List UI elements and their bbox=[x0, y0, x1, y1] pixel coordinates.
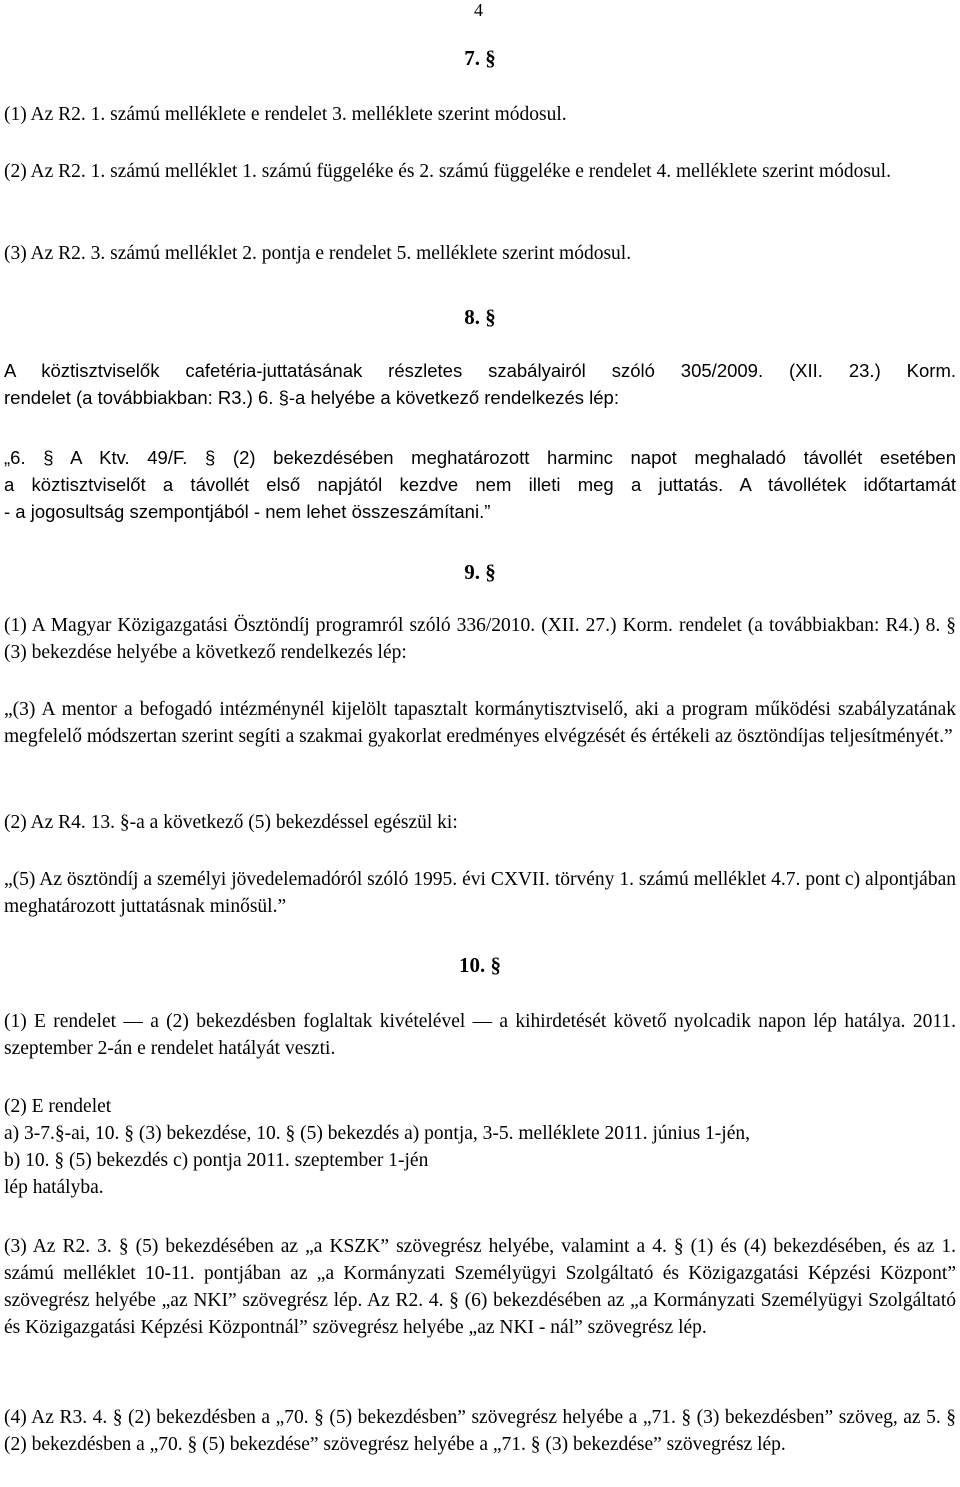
section-8-intro-line-2: rendelet (a továbbiakban: R3.) 6. §-a helyébe a következő rendelkezés lép: bbox=[4, 387, 619, 408]
section-10-paragraph-1: (1) E rendelet — a (2) bekezdésben foglaltak kivételével — a kihirdetését követő nyolcadik napon lép hatálya. 2011. szeptember 2-án e rendelet hatályát veszti. bbox=[4, 1011, 956, 1059]
section-9-paragraph-2: (2) Az R4. 13. §-a a következő (5) bekezdéssel egészül ki: bbox=[4, 812, 458, 833]
section-9-quote-1: „(3) A mentor a befogadó intézménynél kijelölt tapasztalt kormánytisztviselő, aki a program működési szabályzatának megfelelő módszertan szerint segíti a szakmai gyakorlat eredményes elvégzését és értékeli az ösztöndíjas teljesítményét.” bbox=[4, 699, 956, 747]
section-8-intro bbox=[4, 357, 956, 411]
section-10-paragraph-3: (3) Az R2. 3. § (5) bekezdésében az „a KSZK” szövegrész helyébe, valamint a 4. § (1) és (4) bekezdésében, és az 1. számú melléklet 10-11. pontjában az „a Kormányzati Személyügyi Szolgáltató és Közigazgatási Képzési Központ” szövegrész helyébe „az NKI” szövegrész lép. Az R2. 4. § (6) bekezdésében az „a Kormányzati Személyügyi Szolgáltató és Közigazgatási Képzési Központnál” szövegrész helyébe „az NKI - nál” szövegrész lép. bbox=[4, 1236, 956, 1338]
section-10-paragraph-2 bbox=[4, 1093, 956, 1201]
section-10-paragraph-2-line-2: a) 3-7.§-ai, 10. § (3) bekezdése, 10. § (5) bekezdés a) pontja, 3-5. melléklete 2011. június 1-jén, bbox=[4, 1123, 750, 1144]
section-8-intro-line-1: A köztisztviselők cafetéria-juttatásának részletes szabályairól szóló 305/2009. (XII. 23.) Korm. bbox=[4, 360, 956, 381]
section-8-quote-line-2: a köztisztviselőt a távollét első napjától kezdve nem illeti meg a juttatás. A távollétek időtartamát bbox=[4, 474, 956, 495]
section-8-heading: 8. § bbox=[464, 305, 496, 329]
section-7-paragraph-2: (2) Az R2. 1. számú melléklet 1. számú függeléke és 2. számú függeléke e rendelet 4. melléklete szerint módosul. bbox=[4, 161, 891, 182]
section-7-paragraph-3: (3) Az R2. 3. számú melléklet 2. pontja e rendelet 5. melléklete szerint módosul. bbox=[4, 243, 632, 264]
section-8-quote-line-3: - a jogosultság szempontjából - nem lehet összeszámítani.” bbox=[4, 501, 491, 522]
section-7-heading: 7. § bbox=[464, 46, 496, 70]
section-10-heading: 10. § bbox=[459, 953, 501, 977]
section-10-paragraph-4: (4) Az R3. 4. § (2) bekezdésben a „70. § (5) bekezdésben” szövegrész helyébe a „71. § (3) bekezdésben” szöveg, az 5. § (2) bekezdésben a „70. § (5) bekezdése” szövegrész helyébe a „71. § (3) bekezdése” szövegrész lép. bbox=[4, 1407, 956, 1455]
section-10-paragraph-2-line-1: (2) E rendelet bbox=[4, 1096, 112, 1117]
section-10-paragraph-2-line-3: b) 10. § (5) bekezdés c) pontja 2011. szeptember 1-jén bbox=[4, 1150, 429, 1171]
page-number: 4 bbox=[474, 0, 483, 20]
section-9-paragraph-1: (1) A Magyar Közigazgatási Ösztöndíj programról szóló 336/2010. (XII. 27.) Korm. rendelet (a továbbiakban: R4.) 8. § (3) bekezdése helyébe a következő rendelkezés lép: bbox=[4, 615, 956, 663]
section-10-paragraph-2-line-4: lép hatályba. bbox=[4, 1177, 104, 1198]
section-7-paragraph-1: (1) Az R2. 1. számú melléklete e rendelet 3. melléklete szerint módosul. bbox=[4, 104, 567, 125]
section-8-quote bbox=[4, 444, 956, 525]
section-9-quote-2: „(5) Az ösztöndíj a személyi jövedelemadóról szóló 1995. évi CXVII. törvény 1. számú melléklet 4.7. pont c) alpontjában meghatározott juttatásnak minősül.” bbox=[4, 869, 956, 917]
section-9-heading: 9. § bbox=[464, 560, 496, 584]
section-8-quote-line-1: „6. § A Ktv. 49/F. § (2) bekezdésében meghatározott harminc napot meghaladó távollét esetében bbox=[4, 447, 956, 468]
